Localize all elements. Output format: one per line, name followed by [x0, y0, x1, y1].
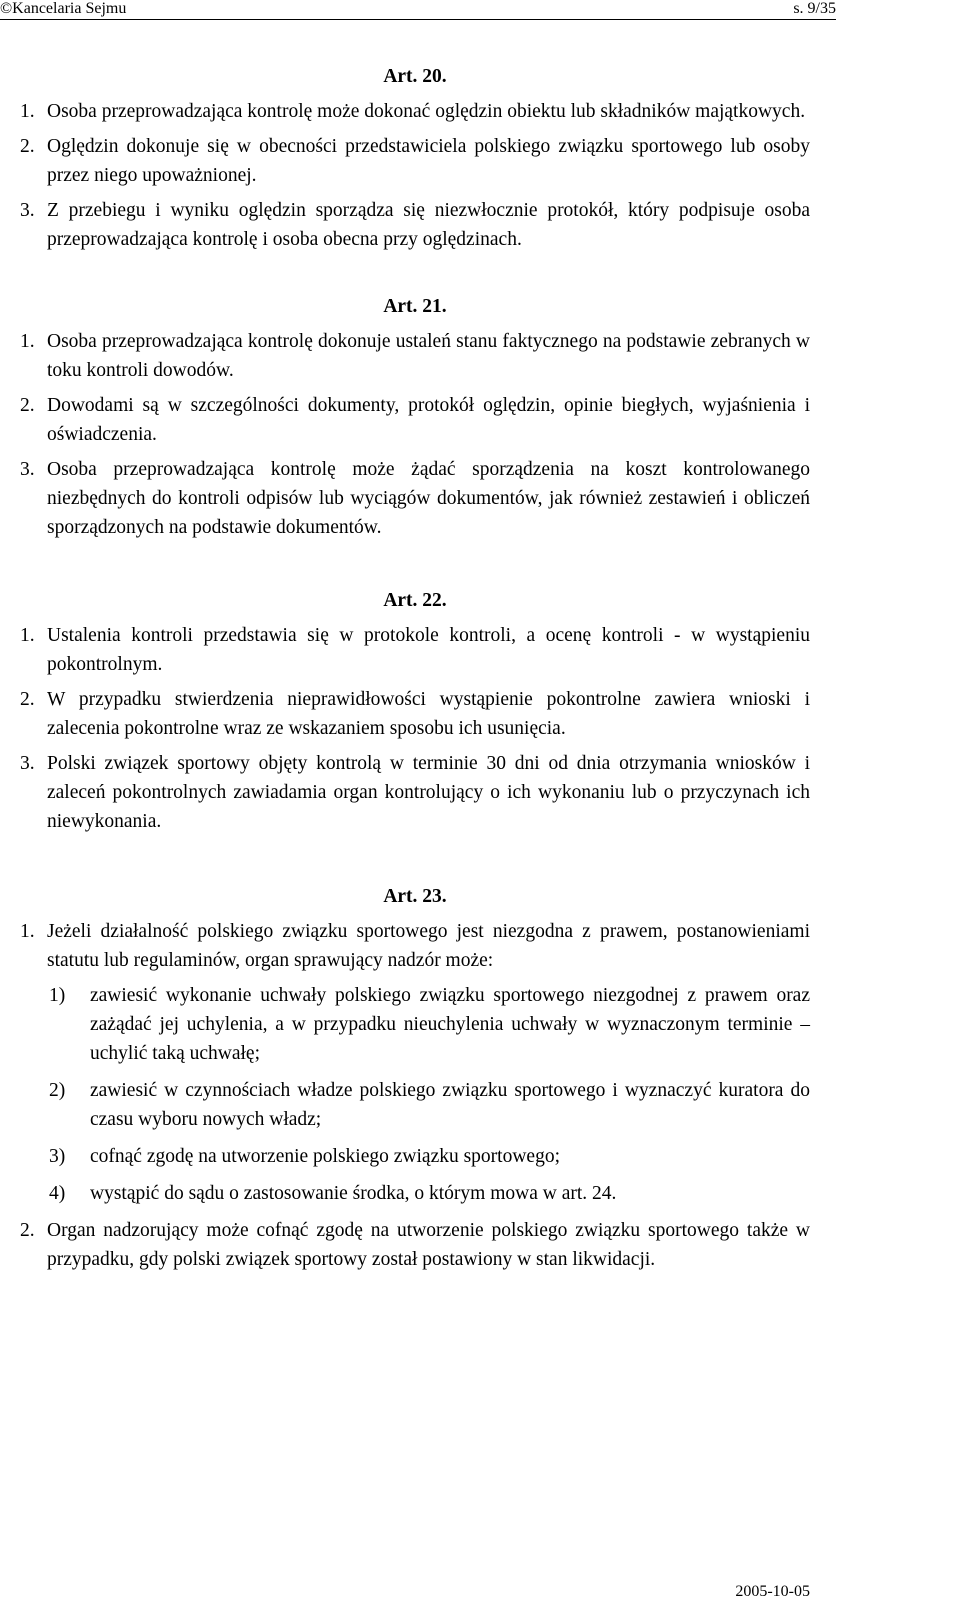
article-title: Art. 23. [383, 886, 447, 907]
paragraph [20, 455, 810, 542]
point-number: 1) [49, 985, 66, 1006]
paragraph-number: 1. [20, 625, 35, 646]
paragraph-number: 3. [20, 200, 35, 221]
paragraph [20, 327, 810, 385]
paragraph [20, 685, 810, 743]
paragraph-number: 1. [20, 331, 35, 352]
paragraph-number: 2. [20, 689, 35, 710]
page-header [0, 0, 836, 22]
paragraph-text: Polski związek sportowy objęty kontrolą w terminie 30 dni od dnia otrzymania wniosków i zaleceń pokontrolnych zawiadamia organ kontrolujący o ich wykonaniu lub o przyczynach ich niewykonania. [47, 753, 810, 832]
article-title: Art. 20. [383, 66, 447, 87]
paragraph [20, 1216, 810, 1274]
paragraph [20, 621, 810, 679]
article-title: Art. 22. [383, 590, 447, 611]
paragraph-text: Osoba przeprowadzająca kontrolę dokonuje ustaleń stanu faktycznego na podstawie zebranych w toku kontroli dowodów. [47, 331, 810, 381]
article-title: Art. 21. [383, 296, 447, 317]
paragraph [20, 132, 810, 190]
point-text: wystąpić do sądu o zastosowanie środka, o którym mowa w art. 24. [90, 1183, 617, 1204]
header-source: ©Kancelaria Sejmu [0, 0, 127, 17]
paragraph-number: 1. [20, 921, 35, 942]
paragraph-text: Oględzin dokonuje się w obecności przedstawiciela polskiego związku sportowego lub osoby przez niego upoważnionej. [47, 136, 810, 186]
paragraph-text: W przypadku stwierdzenia nieprawidłowości wystąpienie pokontrolne zawiera wnioski i zalecenia pokontrolne wraz ze wskazaniem sposobu ich usunięcia. [47, 689, 810, 739]
list-item [20, 981, 810, 1068]
paragraph [20, 391, 810, 449]
paragraph-text: Osoba przeprowadzająca kontrolę może dokonać oględzin obiektu lub składników majątkowych. [47, 101, 806, 122]
paragraph-text: Jeżeli działalność polskiego związku sportowego jest niezgodna z prawem, postanowieniami statutu lub regulaminów, organ sprawujący nadzór może: [47, 921, 810, 971]
header-page-number: s. 9/35 [793, 0, 836, 17]
list-item [20, 1076, 810, 1134]
paragraph-number: 3. [20, 459, 35, 480]
paragraph-number: 2. [20, 1220, 35, 1241]
paragraph-number: 1. [20, 101, 35, 122]
paragraph-number: 2. [20, 395, 35, 416]
paragraph-number: 2. [20, 136, 35, 157]
point-number: 4) [49, 1183, 66, 1204]
document-body [20, 62, 810, 1280]
point-text: cofnąć zgodę na utworzenie polskiego związku sportowego; [90, 1146, 560, 1167]
paragraph-text: Ustalenia kontroli przedstawia się w protokole kontroli, a ocenę kontroli - w wystąpieniu pokontrolnym. [47, 625, 810, 675]
paragraph [20, 97, 810, 126]
list-item [20, 1142, 810, 1171]
list-item [20, 1179, 810, 1208]
paragraph-text: Dowodami są w szczególności dokumenty, protokół oględzin, opinie biegłych, wyjaśnienia i oświadczenia. [47, 395, 810, 445]
paragraph-text: Z przebiegu i wyniku oględzin sporządza się niezwłocznie protokół, który podpisuje osoba przeprowadzająca kontrolę i osoba obecna przy oględzinach. [47, 200, 810, 250]
header-divider [0, 19, 836, 20]
page-footer-date: 2005-10-05 [735, 1583, 810, 1600]
paragraph-number: 3. [20, 753, 35, 774]
paragraph [20, 917, 810, 975]
point-text: zawiesić wykonanie uchwały polskiego związku sportowego niezgodnej z prawem oraz zażądać jej uchylenia, a w przypadku nieuchylenia uchwały w wyznaczonym terminie – uchylić taką uchwałę; [90, 985, 810, 1064]
paragraph [20, 749, 810, 836]
paragraph [20, 196, 810, 254]
paragraph-text: Osoba przeprowadzająca kontrolę może żądać sporządzenia na koszt kontrolowanego niezbędnych do kontroli odpisów lub wyciągów dokumentów, jak również zestawień i obliczeń sporządzonych na podstawie dokumentów. [47, 459, 810, 538]
point-text: zawiesić w czynnościach władze polskiego związku sportowego i wyznaczyć kuratora do czasu wyboru nowych władz; [90, 1080, 810, 1130]
point-number: 3) [49, 1146, 66, 1167]
point-number: 2) [49, 1080, 66, 1101]
paragraph-text: Organ nadzorujący może cofnąć zgodę na utworzenie polskiego związku sportowego także w przypadku, gdy polski związek sportowy został postawiony w stan likwidacji. [47, 1220, 810, 1270]
